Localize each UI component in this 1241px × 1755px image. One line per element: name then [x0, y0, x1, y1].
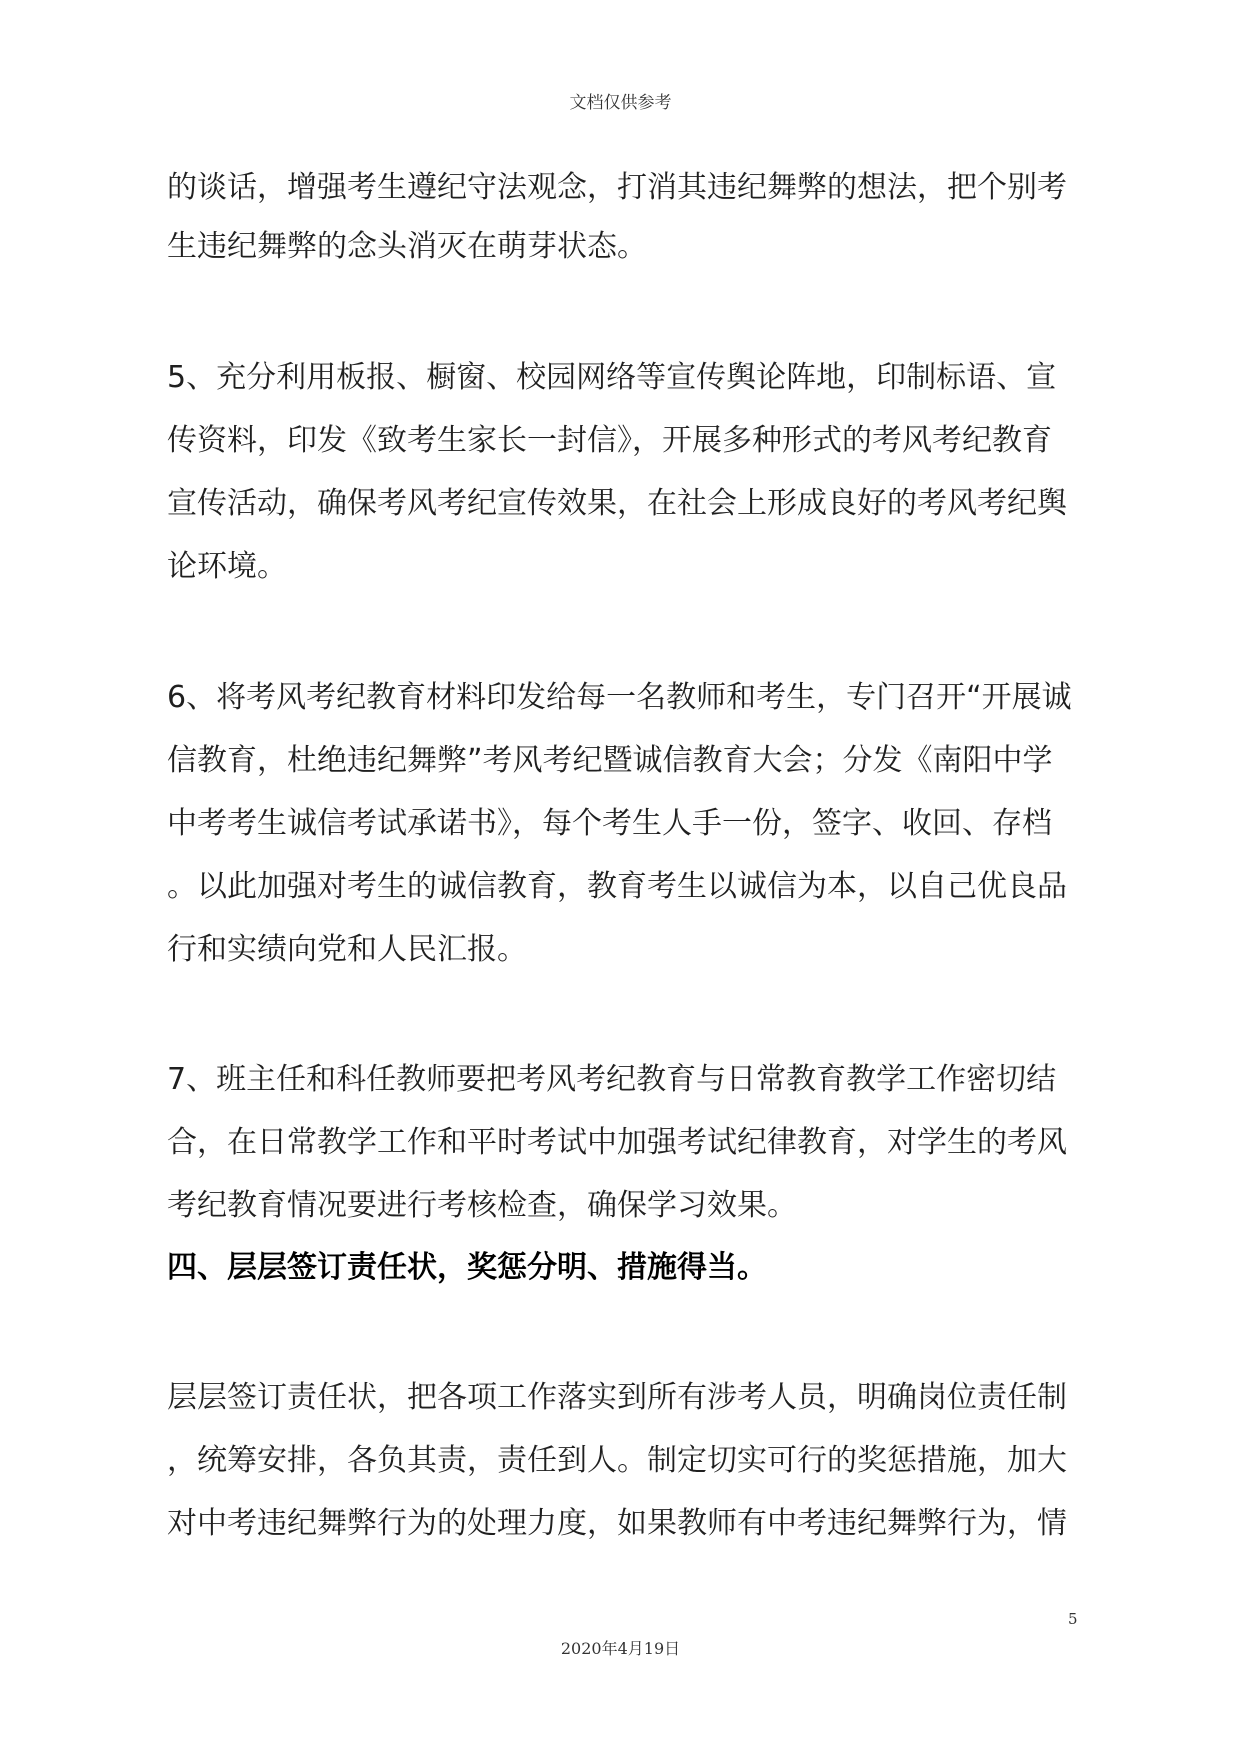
- body-line: 合，在日常教学工作和平时考试中加强考试纪律教育，对学生的考风: [167, 1125, 1067, 1160]
- body-line: ，统筹安排，各负其责，责任到人。制定切实可行的奖惩措施，加大: [167, 1443, 1067, 1478]
- body-line: 5、充分利用板报、橱窗、校园网络等宣传舆论阵地，印制标语、宣: [167, 360, 1057, 395]
- body-line: 信教育，杜绝违纪舞弊”考风考纪暨诚信教育大会；分发《南阳中学: [167, 743, 1053, 778]
- page-header: 文档仅供参考: [569, 93, 672, 113]
- body-line: 传资料，印发《致考生家长一封信》，开展多种形式的考风考纪教育: [167, 423, 1052, 458]
- body-line: 层层签订责任状，把各项工作落实到所有涉考人员，明确岗位责任制: [167, 1380, 1067, 1415]
- body-line: 中考考生诚信考试承诺书》，每个考生人手一份，签字、收回、存档: [167, 806, 1052, 841]
- body-line: 论环境。: [167, 549, 287, 584]
- body-line: 行和实绩向党和人民汇报。: [167, 932, 527, 967]
- body-line: 。以此加强对考生的诚信教育，教育考生以诚信为本，以自己优良品: [167, 869, 1067, 904]
- body-line: 的谈话，增强考生遵纪守法观念，打消其违纪舞弊的想法，把个别考: [167, 170, 1067, 205]
- page-number: 5: [1068, 1610, 1078, 1628]
- body-line: 生违纪舞弊的念头消灭在萌芽状态。: [167, 229, 647, 264]
- body-line: 对中考违纪舞弊行为的处理力度，如果教师有中考违纪舞弊行为，情: [167, 1506, 1067, 1541]
- body-line: 考纪教育情况要进行考核检查，确保学习效果。: [167, 1188, 797, 1223]
- body-line: 宣传活动，确保考风考纪宣传效果，在社会上形成良好的考风考纪舆: [167, 486, 1067, 521]
- body-line: 6、将考风考纪教育材料印发给每一名教师和考生，专门召开“开展诚: [167, 680, 1072, 715]
- page-footer-date: 2020年4月19日: [560, 1639, 681, 1658]
- section-heading: 四、层层签订责任状，奖惩分明、措施得当。: [167, 1250, 767, 1285]
- body-line: 7、班主任和科任教师要把考风考纪教育与日常教育教学工作密切结: [167, 1062, 1057, 1097]
